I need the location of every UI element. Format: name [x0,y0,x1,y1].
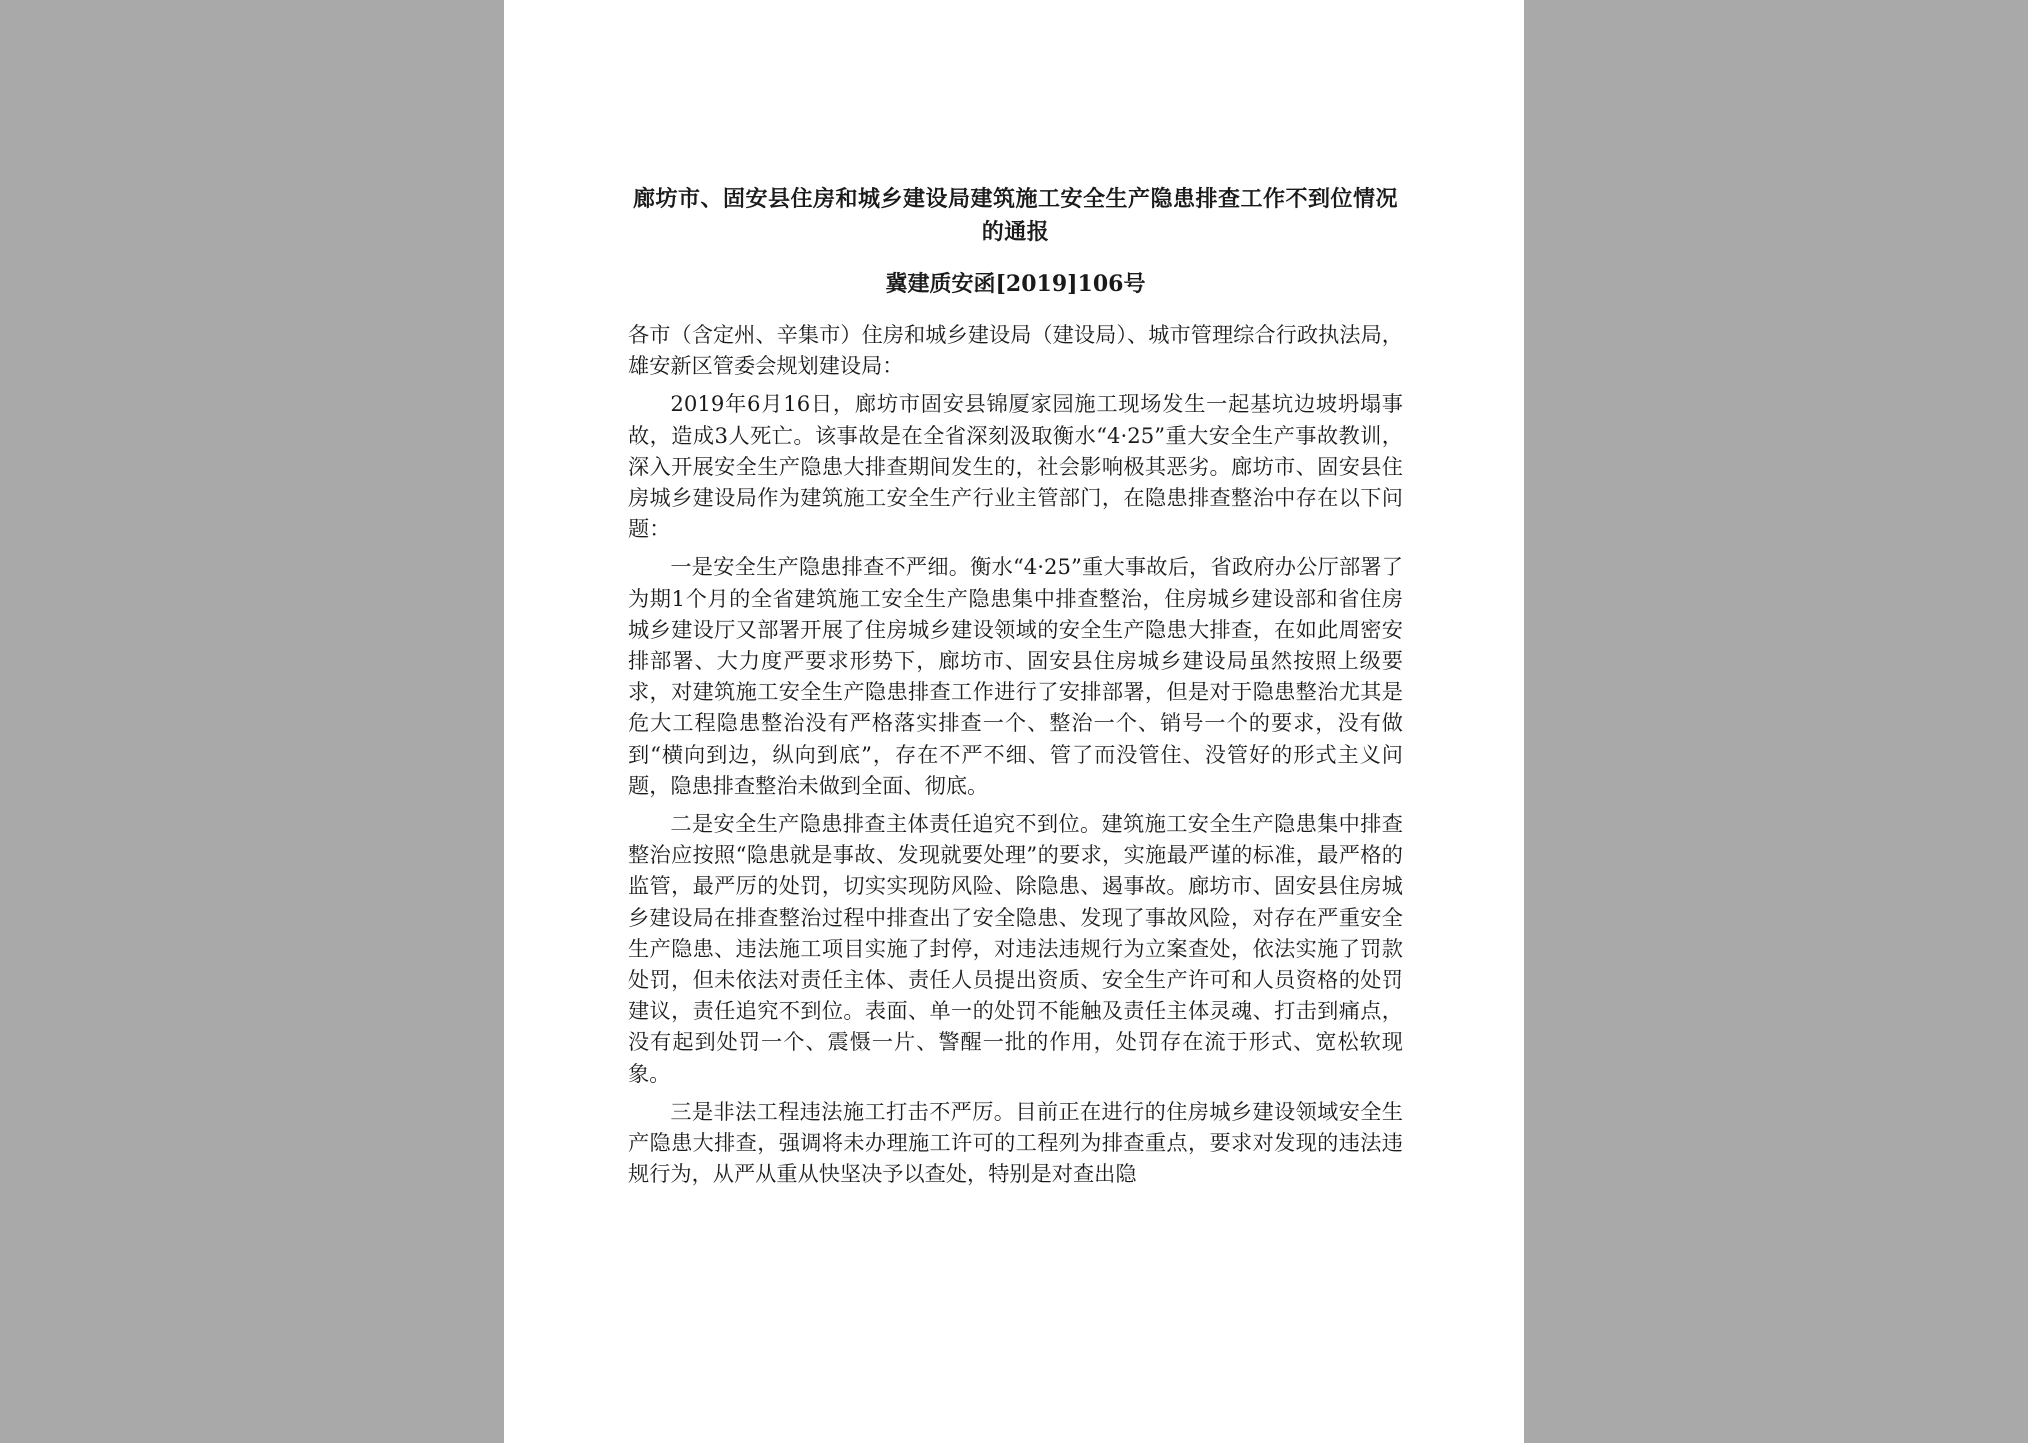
document-title: 廊坊市、固安县住房和城乡建设局建筑施工安全生产隐患排查工作不到位情况的通报 [632,186,1398,245]
document-page [504,0,1524,1443]
document-content [628,183,1403,1196]
document-number: 冀建质安函[2019]106号 [885,271,1146,297]
paragraph: 2019年6月16日，廊坊市固安县锦厦家园施工现场发生一起基坑边坡坍塌事故，造成3人死亡。该事故是在全省深刻汲取衡水“4·25”重大安全生产事故教训，深入开展安全生产隐患大排查期间发生的，社会影响极其恶劣。廊坊市、固安县住房城乡建设局作为建筑施工安全生产行业主管部门，在隐患排查整治中存在以下问题： [628,391,1403,542]
document-body [628,319,1403,1189]
paragraph: 二是安全生产隐患排查主体责任追究不到位。建筑施工安全生产隐患集中排查整治应按照“隐患就是事故、发现就要处理”的要求，实施最严谨的标准，最严格的监管，最严厉的处罚，切实实现防风险、除隐患、遏事故。廊坊市、固安县住房城乡建设局在排查整治过程中排查出了安全隐患、发现了事故风险，对存在严重安全生产隐患、违法施工项目实施了封停，对违法违规行为立案查处，依法实施了罚款处罚，但未依法对责任主体、责任人员提出资质、安全生产许可和人员资格的处罚建议，责任追究不到位。表面、单一的处罚不能触及责任主体灵魂、打击到痛点，没有起到处罚一个、震慑一片、警醒一批的作用，处罚存在流于形式、宽松软现象。 [628,811,1403,1086]
paragraph: 三是非法工程违法施工打击不严厉。目前正在进行的住房城乡建设领域安全生产隐患大排查，强调将未办理施工许可的工程列为排查重点，要求对发现的违法违规行为，从严从重从快坚决予以查处，特别是对查出隐 [628,1098,1403,1187]
paragraph: 一是安全生产隐患排查不严细。衡水“4·25”重大事故后，省政府办公厅部署了为期1个月的全省建筑施工安全生产隐患集中排查整治，住房城乡建设部和省住房城乡建设厅又部署开展了住房城乡建设领域的安全生产隐患大排查，在如此周密安排部署、大力度严要求形势下，廊坊市、固安县住房城乡建设局虽然按照上级要求，对建筑施工安全生产隐患排查工作进行了安排部署，但是对于隐患整治尤其是危大工程隐患整治没有严格落实排查一个、整治一个、销号一个的要求，没有做到“横向到边，纵向到底”，存在不严不细、管了而没管住、没管好的形式主义问题，隐患排查整治未做到全面、彻底。 [628,554,1403,798]
addressee: 各市（含定州、辛集市）住房和城乡建设局（建设局）、城市管理综合行政执法局，雄安新区管委会规划建设局： [628,322,1403,379]
